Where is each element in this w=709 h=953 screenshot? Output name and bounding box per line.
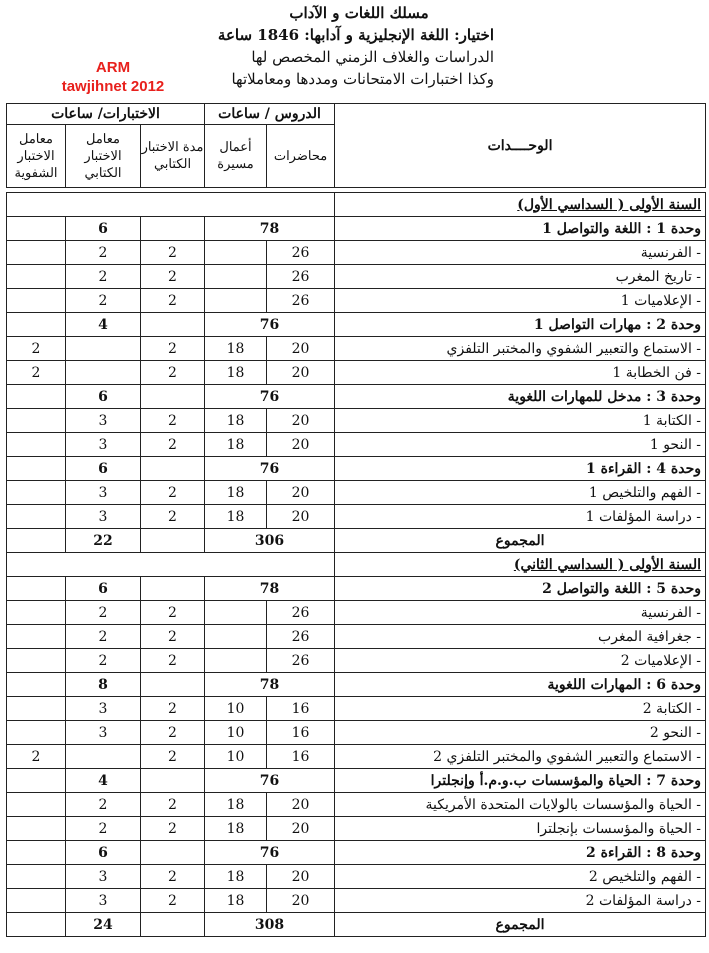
unit-written-coef: 4 [66,769,141,793]
course-practical-hours [205,241,267,265]
unit-oral-coef [7,841,66,865]
course-oral-coef [7,601,66,625]
unit-written-coef: 8 [66,673,141,697]
semester-title: السنة الأولى ( السداسي الثاني) [335,553,706,577]
course-written-coef: 3 [66,481,141,505]
unit-oral-coef [7,385,66,409]
course-written-coef [66,745,141,769]
sum-coefficients: 24 [66,913,141,937]
semester-title-row [7,553,706,577]
course-row [7,601,706,625]
course-practical-hours: 18 [205,793,267,817]
unit-row [7,673,706,697]
course-practical-hours [205,601,267,625]
course-row [7,649,706,673]
course-written-duration: 2 [141,889,205,913]
header-option-title: اختيار: اللغة الإنجليزية و آدابها: 1846 ساعة [217,26,494,44]
course-practical-hours: 18 [205,337,267,361]
course-label: - الإعلاميات 1 [335,289,706,313]
unit-written-coef: 6 [66,217,141,241]
sum-hours: 306 [205,529,335,553]
course-written-duration: 2 [141,649,205,673]
course-written-duration: 2 [141,361,205,385]
unit-written-coef: 6 [66,841,141,865]
course-practical-hours [205,649,267,673]
course-written-coef: 2 [66,241,141,265]
unit-duration-blank [141,385,205,409]
unit-written-coef: 6 [66,385,141,409]
course-oral-coef [7,697,66,721]
course-written-coef: 2 [66,649,141,673]
course-lecture-hours: 20 [267,361,335,385]
unit-label: وحدة 4 : القراءة 1 [335,457,706,481]
semester-title: السنة الأولى ( السداسي الأول) [335,193,706,217]
course-oral-coef [7,817,66,841]
exams-group-header: الاختبارات/ ساعات [7,104,205,125]
course-practical-hours: 10 [205,721,267,745]
course-written-coef: 3 [66,889,141,913]
course-practical-hours [205,289,267,313]
course-row [7,817,706,841]
unit-row [7,577,706,601]
course-label: - فن الخطابة 1 [335,361,706,385]
course-written-coef: 2 [66,793,141,817]
unit-duration-blank [141,841,205,865]
course-practical-hours: 18 [205,433,267,457]
course-label: - الفهم والتلخيص 1 [335,481,706,505]
course-written-duration: 2 [141,289,205,313]
sum-duration-blank [141,913,205,937]
unit-written-coef: 4 [66,313,141,337]
unit-duration-blank [141,313,205,337]
sum-oral-blank [7,529,66,553]
course-written-duration: 2 [141,265,205,289]
course-label: - الاستماع والتعبير الشفوي والمختبر التلفزي [335,337,706,361]
written-duration-header: مدة الاختبار الكتابي [141,125,205,188]
course-written-duration: 2 [141,505,205,529]
unit-row [7,457,706,481]
course-written-duration: 2 [141,409,205,433]
lessons-group-header: الدروس / ساعات [205,104,335,125]
course-lecture-hours: 20 [267,817,335,841]
course-written-duration: 2 [141,817,205,841]
course-practical-hours: 10 [205,745,267,769]
course-written-coef [66,337,141,361]
unit-written-coef: 6 [66,457,141,481]
course-label: - الحياة والمؤسسات بالولايات المتحدة الأمريكية [335,793,706,817]
course-label: - الكتابة 1 [335,409,706,433]
course-written-coef: 2 [66,625,141,649]
course-label: - الفهم والتلخيص 2 [335,865,706,889]
unit-written-coef: 6 [66,577,141,601]
sum-label: المجموع [335,913,706,937]
unit-duration-blank [141,577,205,601]
semester-title-row [7,193,706,217]
course-written-coef [66,361,141,385]
course-written-duration: 2 [141,241,205,265]
course-label: - جغرافية المغرب [335,625,706,649]
course-lecture-hours: 26 [267,241,335,265]
unit-total-hours: 78 [205,673,335,697]
course-row [7,745,706,769]
course-oral-coef [7,505,66,529]
semester-sum-row [7,913,706,937]
course-written-coef: 3 [66,409,141,433]
unit-row [7,217,706,241]
course-row [7,361,706,385]
unit-oral-coef [7,457,66,481]
course-lecture-hours: 16 [267,697,335,721]
course-oral-coef [7,409,66,433]
course-row [7,697,706,721]
practical-header: أعمال مسيرة [205,125,267,188]
unit-label: وحدة 3 : مدخل للمهارات اللغوية [335,385,706,409]
course-oral-coef [7,721,66,745]
unit-oral-coef [7,217,66,241]
course-label: - الاستماع والتعبير الشفوي والمختبر التلفزي 2 [335,745,706,769]
course-oral-coef: 2 [7,361,66,385]
course-written-duration: 2 [141,865,205,889]
units-header: الوحــــدات [335,104,706,188]
course-practical-hours [205,625,267,649]
unit-row [7,385,706,409]
course-oral-coef [7,289,66,313]
course-written-coef: 2 [66,265,141,289]
course-row [7,721,706,745]
course-oral-coef [7,649,66,673]
unit-oral-coef [7,577,66,601]
course-oral-coef [7,625,66,649]
course-written-coef: 3 [66,505,141,529]
unit-label: وحدة 6 : المهارات اللغوية [335,673,706,697]
course-practical-hours: 18 [205,361,267,385]
unit-duration-blank [141,673,205,697]
unit-row [7,313,706,337]
course-lecture-hours: 26 [267,289,335,313]
unit-label: وحدة 2 : مهارات التواصل 1 [335,313,706,337]
course-written-duration: 2 [141,601,205,625]
course-oral-coef [7,241,66,265]
sum-hours: 308 [205,913,335,937]
unit-oral-coef [7,769,66,793]
course-label: - الإعلاميات 2 [335,649,706,673]
watermark-line-1: ARM [95,59,131,76]
course-written-duration: 2 [141,481,205,505]
course-practical-hours: 18 [205,865,267,889]
course-lecture-hours: 20 [267,337,335,361]
header-program-title: مسلك اللغات و الآداب [289,4,429,22]
unit-label: وحدة 5 : اللغة والتواصل 2 [335,577,706,601]
course-row [7,505,706,529]
course-lecture-hours: 20 [267,409,335,433]
course-oral-coef [7,481,66,505]
course-practical-hours: 18 [205,889,267,913]
course-row [7,433,706,457]
course-practical-hours: 18 [205,817,267,841]
course-row [7,337,706,361]
course-oral-coef: 2 [7,745,66,769]
course-label: - الفرنسية [335,601,706,625]
course-label: - الحياة والمؤسسات بإنجلترا [335,817,706,841]
unit-total-hours: 78 [205,577,335,601]
course-row [7,241,706,265]
course-practical-hours: 18 [205,409,267,433]
course-written-duration: 2 [141,625,205,649]
unit-duration-blank [141,769,205,793]
course-label: - الفرنسية [335,241,706,265]
course-written-duration: 2 [141,793,205,817]
course-row [7,409,706,433]
course-written-coef: 3 [66,721,141,745]
unit-oral-coef [7,673,66,697]
table-group-head-row [7,104,706,125]
unit-total-hours: 76 [205,385,335,409]
course-row [7,793,706,817]
course-label: - دراسة المؤلفات 1 [335,505,706,529]
course-practical-hours: 10 [205,697,267,721]
lectures-header: محاضرات [267,125,335,188]
course-written-duration: 2 [141,745,205,769]
course-oral-coef [7,865,66,889]
course-lecture-hours: 20 [267,481,335,505]
course-written-coef: 3 [66,865,141,889]
course-row [7,889,706,913]
course-written-coef: 2 [66,817,141,841]
sum-coefficients: 22 [66,529,141,553]
course-oral-coef [7,889,66,913]
unit-label: وحدة 8 : القراءة 2 [335,841,706,865]
unit-oral-coef [7,313,66,337]
course-row [7,265,706,289]
sum-oral-blank [7,913,66,937]
unit-row [7,769,706,793]
oral-coef-header: معامل الاختبار الشفوية [7,125,66,188]
written-coef-header: معامل الاختبار الكتابي [66,125,141,188]
unit-duration-blank [141,217,205,241]
sum-label: المجموع [335,529,706,553]
course-practical-hours [205,265,267,289]
course-label: - الكتابة 2 [335,697,706,721]
course-written-coef: 2 [66,289,141,313]
course-practical-hours: 18 [205,481,267,505]
course-lecture-hours: 20 [267,889,335,913]
course-practical-hours: 18 [205,505,267,529]
course-lecture-hours: 16 [267,721,335,745]
course-label: - النحو 2 [335,721,706,745]
course-written-coef: 2 [66,601,141,625]
course-label: - دراسة المؤلفات 2 [335,889,706,913]
semester-title-filler [7,553,335,577]
course-label: - تاريخ المغرب [335,265,706,289]
course-written-coef: 3 [66,433,141,457]
course-oral-coef: 2 [7,337,66,361]
unit-label: وحدة 1 : اللغة والتواصل 1 [335,217,706,241]
course-lecture-hours: 16 [267,745,335,769]
watermark-line-2: tawjihnet 2012 [61,78,165,95]
curriculum-table [6,103,706,937]
sum-duration-blank [141,529,205,553]
course-lecture-hours: 20 [267,505,335,529]
unit-label: وحدة 7 : الحياة والمؤسسات ب.و.م.أ وإنجلترا [335,769,706,793]
header-subtitle-1: الدراسات والغلاف الزمني المخصص لها [251,48,494,66]
course-lecture-hours: 26 [267,625,335,649]
course-oral-coef [7,433,66,457]
course-row [7,289,706,313]
semester-title-filler [7,193,335,217]
course-lecture-hours: 26 [267,601,335,625]
header-subtitle-2: وكذا اختبارات الامتحانات ومددها ومعاملاتها [231,70,494,88]
unit-total-hours: 76 [205,313,335,337]
course-row [7,865,706,889]
watermark [58,58,168,96]
course-written-duration: 2 [141,433,205,457]
course-written-duration: 2 [141,697,205,721]
course-lecture-hours: 26 [267,265,335,289]
course-row [7,481,706,505]
course-oral-coef [7,793,66,817]
course-written-duration: 2 [141,337,205,361]
unit-total-hours: 78 [205,217,335,241]
course-row [7,625,706,649]
course-written-coef: 3 [66,697,141,721]
course-written-duration: 2 [141,721,205,745]
course-lecture-hours: 20 [267,433,335,457]
course-lecture-hours: 26 [267,649,335,673]
course-lecture-hours: 20 [267,793,335,817]
course-label: - النحو 1 [335,433,706,457]
course-oral-coef [7,265,66,289]
unit-duration-blank [141,457,205,481]
course-lecture-hours: 20 [267,865,335,889]
unit-total-hours: 76 [205,841,335,865]
unit-row [7,841,706,865]
unit-total-hours: 76 [205,769,335,793]
semester-sum-row [7,529,706,553]
unit-total-hours: 76 [205,457,335,481]
